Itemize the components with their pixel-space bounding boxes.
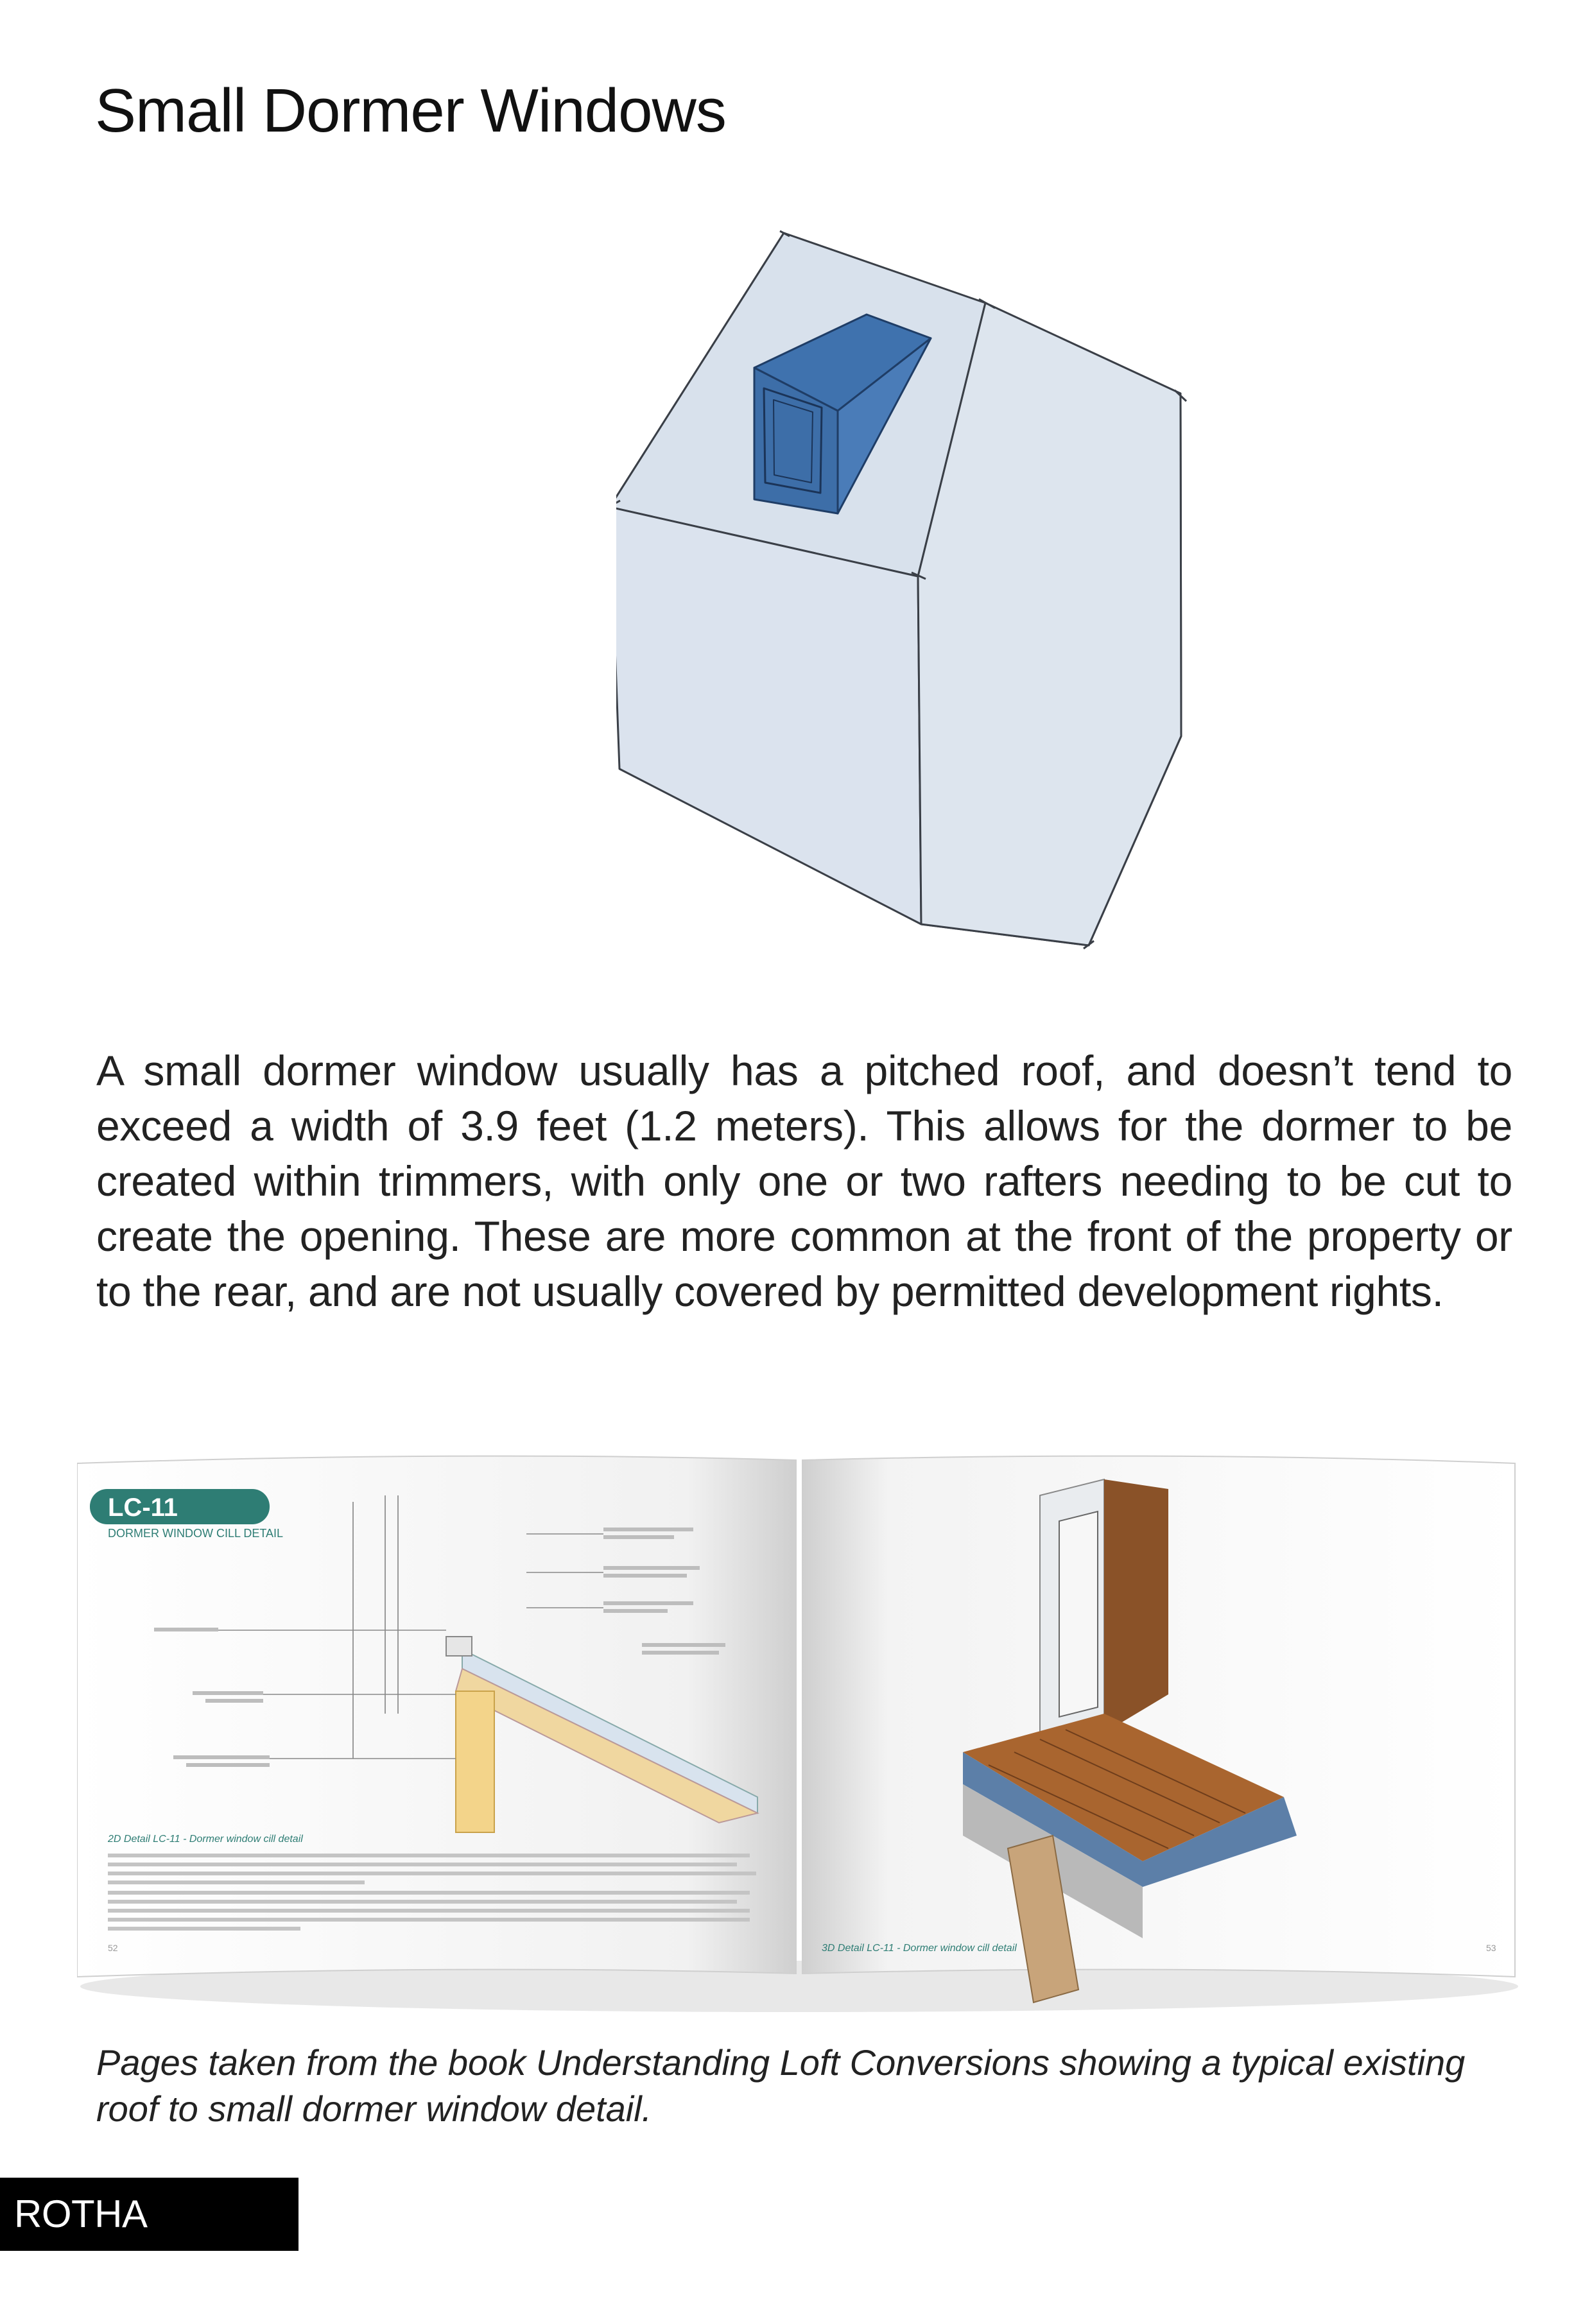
page-title: Small Dormer Windows: [95, 76, 726, 145]
house-dormer-sketch: [616, 218, 1194, 969]
book-left-subtitle: DORMER WINDOW CILL DETAIL: [108, 1527, 284, 1540]
body-paragraph: A small dormer window usually has a pitched roof, and doesn’t tend to exceed a width of 3.9 feet (1.2 meters). This allows for the dormer to be created within trimmers, with only one or two rafters needing to be cut to create the opening. These are more common at the front of the property or to the rear, and are not usually covered by permitted development rights.: [96, 1047, 1512, 1315]
open-book-spread: [77, 1438, 1521, 2015]
book-left-caption: 2D Detail LC-11 - Dormer window cill detail: [108, 1834, 303, 1845]
book-right-page-number: 53: [1486, 1943, 1496, 1953]
book-left-page: [77, 1456, 796, 1977]
author-name-badge: ROTHA OUDOM: [0, 2178, 298, 2251]
book-right-caption: 3D Detail LC-11 - Dormer window cill detail: [822, 1943, 1017, 1954]
house-side-wall: [616, 507, 921, 924]
figure-caption: Pages taken from the book Understanding Loft Conversions showing a typical existing roof to small dormer window detail.: [96, 2042, 1466, 2129]
book-left-code: LC-11: [108, 1493, 178, 1522]
book-right-page: [802, 1456, 1515, 2002]
book-left-page-number: 52: [108, 1943, 118, 1953]
